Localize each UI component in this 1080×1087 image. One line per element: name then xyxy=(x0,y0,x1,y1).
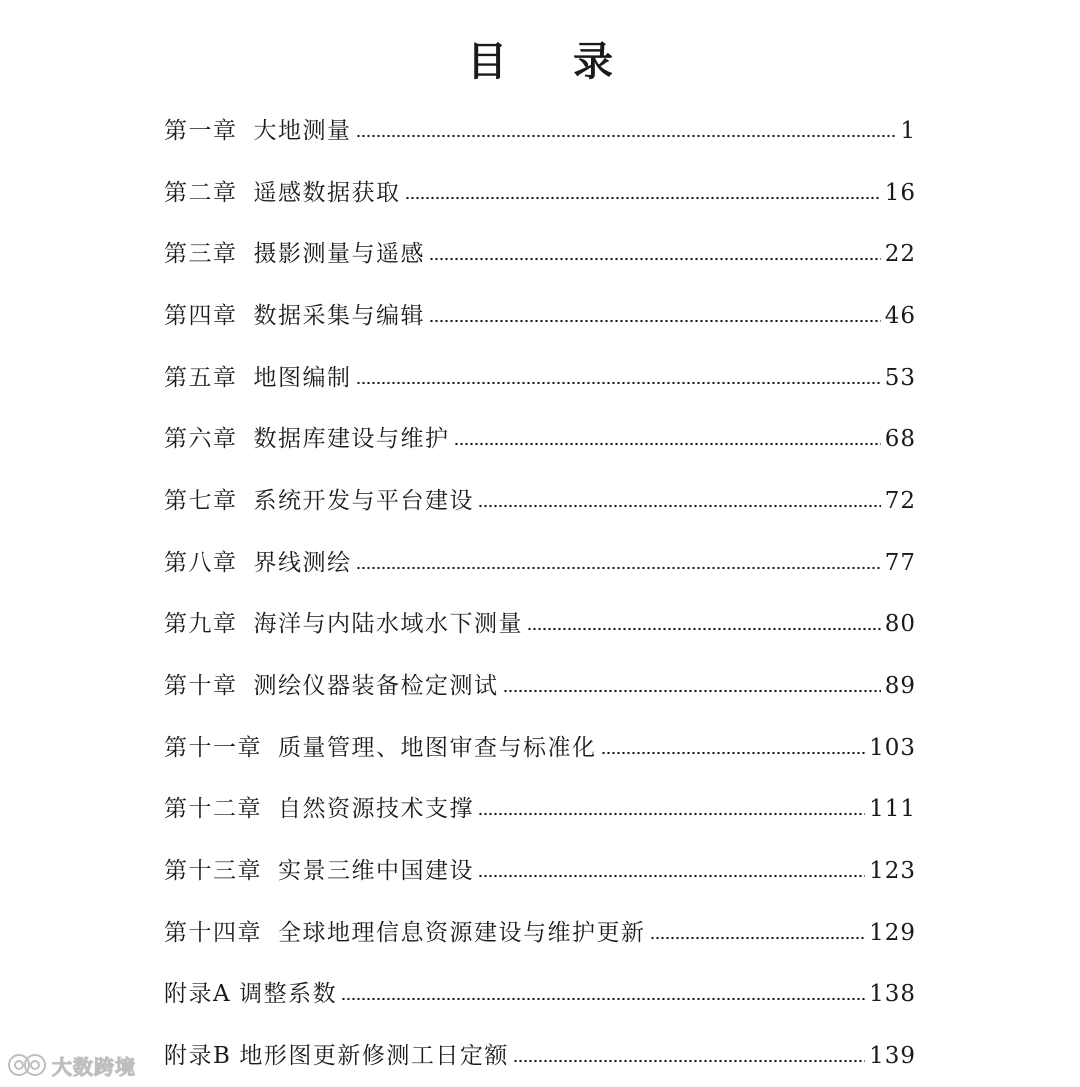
toc-page-number: 46 xyxy=(884,302,916,329)
dot-leader xyxy=(405,196,881,200)
toc-chapter-number: 附录B xyxy=(164,1043,232,1070)
toc-page-number: 123 xyxy=(869,858,916,885)
toc-page-number: 111 xyxy=(869,796,916,823)
toc-chapter-title: 数据采集与编辑 xyxy=(253,302,425,329)
toc-chapter-title: 遥感数据获取 xyxy=(253,179,401,206)
toc-chapter-title: 全球地理信息资源建设与维护更新 xyxy=(278,919,646,946)
dot-leader xyxy=(429,319,881,323)
toc-chapter-number: 第四章 xyxy=(164,302,238,329)
toc-entry-appendix-b[interactable] xyxy=(164,1025,916,1087)
toc-entry-4[interactable] xyxy=(164,285,916,347)
dot-leader xyxy=(650,936,866,940)
watermark-logo-icon xyxy=(6,1050,50,1080)
dot-leader xyxy=(356,381,881,385)
toc-page-number: 53 xyxy=(884,364,916,391)
toc-entry-appendix-a[interactable] xyxy=(164,964,916,1026)
toc-chapter-number: 第二章 xyxy=(164,179,238,206)
toc-chapter-number: 附录A xyxy=(164,981,232,1008)
toc-chapter-number: 第十章 xyxy=(164,673,238,700)
toc-chapter-title: 测绘仪器装备检定测试 xyxy=(253,673,499,700)
dot-leader xyxy=(356,134,897,138)
dot-leader xyxy=(478,504,881,508)
toc-chapter-title: 自然资源技术支撑 xyxy=(278,796,474,823)
page-title: 目 录 xyxy=(467,38,639,85)
dot-leader xyxy=(601,751,866,755)
toc-page-number: 68 xyxy=(884,426,916,453)
toc-entry-9[interactable] xyxy=(164,594,916,656)
toc-chapter-title: 实景三维中国建设 xyxy=(278,858,474,885)
watermark-text: 大数跨境 xyxy=(52,1054,136,1079)
toc-chapter-number: 第十二章 xyxy=(164,796,262,823)
toc-chapter-number: 第六章 xyxy=(164,426,238,453)
toc-page-number: 89 xyxy=(884,673,916,700)
toc-entry-11[interactable] xyxy=(164,717,916,779)
toc-chapter-number: 第五章 xyxy=(164,364,238,391)
dot-leader xyxy=(478,812,865,816)
toc-chapter-number: 第三章 xyxy=(164,241,238,268)
toc-chapter-title: 调整系数 xyxy=(239,981,338,1008)
dot-leader xyxy=(454,442,881,446)
toc-page-number: 129 xyxy=(869,919,916,946)
toc-chapter-title: 地图编制 xyxy=(253,364,352,391)
toc-page-number: 16 xyxy=(884,179,916,206)
toc-chapter-number: 第八章 xyxy=(164,549,238,576)
toc-chapter-title: 系统开发与平台建设 xyxy=(253,487,474,514)
toc-chapter-title: 地形图更新修测工日定额 xyxy=(239,1043,509,1070)
dot-leader xyxy=(503,689,881,693)
toc-entry-13[interactable] xyxy=(164,840,916,902)
toc-chapter-title: 质量管理、地图审查与标准化 xyxy=(278,734,597,761)
table-of-contents xyxy=(164,100,916,1087)
toc-chapter-number: 第十四章 xyxy=(164,919,262,946)
watermark xyxy=(6,1050,136,1080)
toc-chapter-title: 数据库建设与维护 xyxy=(253,426,450,453)
toc-chapter-title: 界线测绘 xyxy=(253,549,352,576)
toc-entry-5[interactable] xyxy=(164,347,916,409)
toc-entry-6[interactable] xyxy=(164,408,916,470)
dot-leader xyxy=(429,257,881,261)
toc-chapter-title: 大地测量 xyxy=(253,117,352,144)
dot-leader xyxy=(527,627,881,631)
toc-page-number: 103 xyxy=(869,734,916,761)
toc-page-number: 138 xyxy=(869,981,916,1008)
dot-leader xyxy=(513,1059,865,1063)
toc-entry-8[interactable] xyxy=(164,532,916,594)
toc-chapter-number: 第十三章 xyxy=(164,858,262,885)
toc-page-number: 139 xyxy=(869,1043,916,1070)
toc-chapter-number: 第一章 xyxy=(164,117,238,144)
toc-page-number: 77 xyxy=(884,549,916,576)
toc-entry-10[interactable] xyxy=(164,655,916,717)
dot-leader xyxy=(356,566,881,570)
toc-entry-2[interactable] xyxy=(164,162,916,224)
toc-entry-14[interactable] xyxy=(164,902,916,964)
toc-page-number: 72 xyxy=(884,487,916,514)
toc-entry-12[interactable] xyxy=(164,779,916,841)
toc-chapter-number: 第十一章 xyxy=(164,734,262,761)
toc-chapter-number: 第七章 xyxy=(164,487,238,514)
toc-entry-1[interactable] xyxy=(164,100,916,162)
toc-page-number: 1 xyxy=(900,117,916,144)
dot-leader xyxy=(341,997,865,1001)
toc-chapter-title: 海洋与内陆水域水下测量 xyxy=(253,611,523,638)
toc-chapter-title: 摄影测量与遥感 xyxy=(253,241,425,268)
dot-leader xyxy=(478,874,865,878)
toc-page-number: 80 xyxy=(884,611,916,638)
toc-chapter-number: 第九章 xyxy=(164,611,238,638)
toc-entry-3[interactable] xyxy=(164,223,916,285)
toc-entry-7[interactable] xyxy=(164,470,916,532)
toc-page-number: 22 xyxy=(884,241,916,268)
